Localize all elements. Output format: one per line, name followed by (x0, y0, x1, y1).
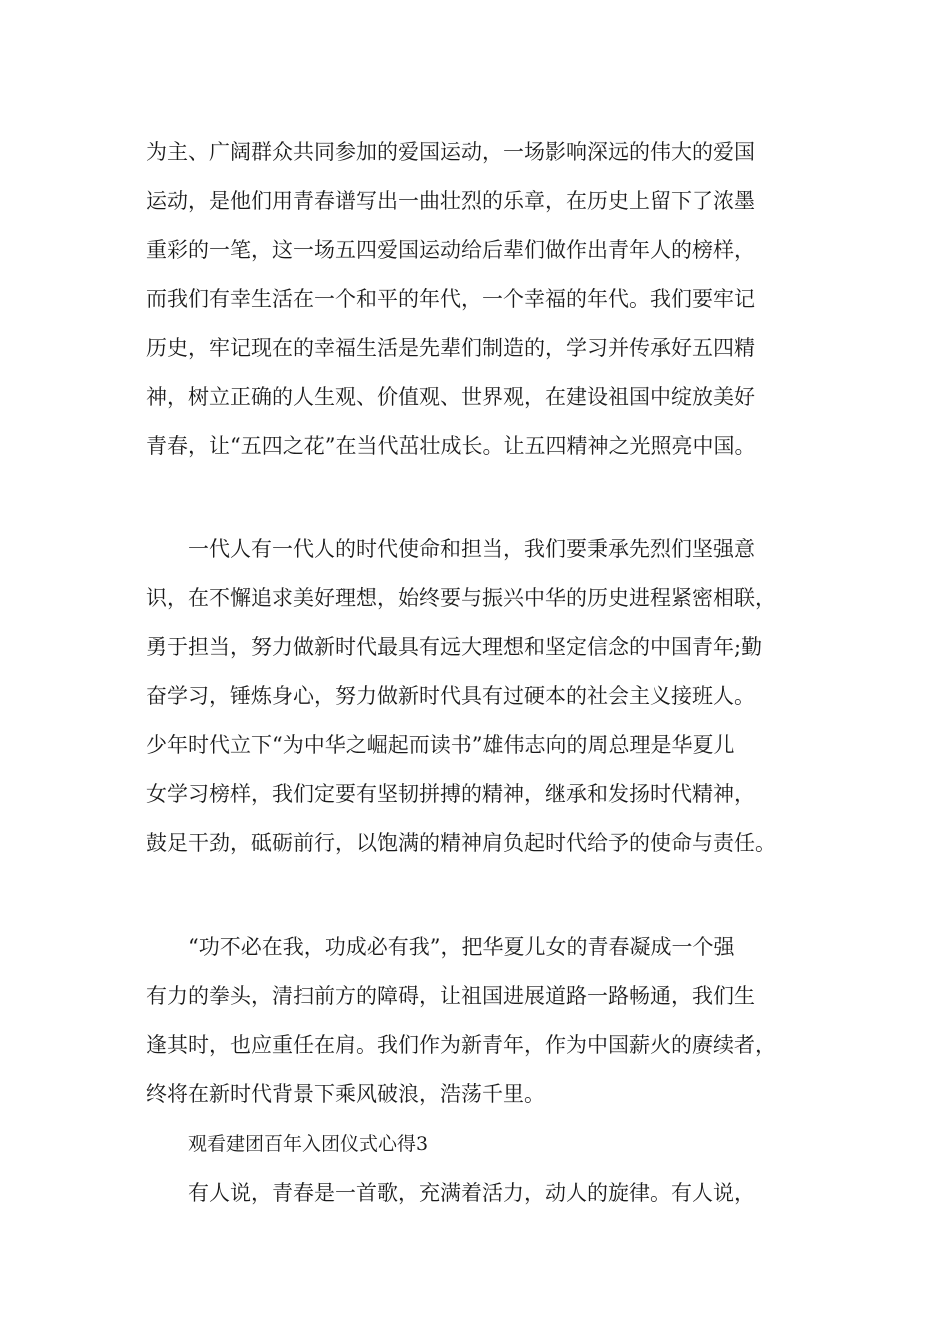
paragraph-4-line-1: 有人说，青春是一首歌，充满着活力，动人的旋律。有人说， (188, 1181, 755, 1205)
paragraph-2-line-2: 识，在不懈追求美好理想，始终要与振兴中华的历史进程紧密相联， (146, 586, 776, 610)
paragraph-1-line-5: 历史，牢记现在的幸福生活是先辈们制造的，学习并传承好五四精 (146, 336, 755, 360)
paragraph-1-line-4: 而我们有幸生活在一个和平的年代，一个幸福的年代。我们要牢记 (146, 287, 755, 311)
paragraph-1-line-1: 为主、广阔群众共同参加的爱国运动，一场影响深远的伟大的爱国 (146, 140, 755, 164)
section-heading: 观看建团百年入团仪式心得3 (188, 1133, 429, 1155)
paragraph-3-line-3: 逢其时，也应重任在肩。我们作为新青年，作为中国薪火的赓续者， (146, 1033, 776, 1057)
paragraph-2-line-3: 勇于担当，努力做新时代最具有远大理想和坚定信念的中国青年;勤 (146, 635, 763, 659)
paragraph-2-line-7: 鼓足干劲，砥砺前行，以饱满的精神肩负起时代给予的使命与责任。 (146, 831, 776, 855)
paragraph-2-line-1: 一代人有一代人的时代使命和担当，我们要秉承先烈们坚强意 (188, 537, 755, 561)
paragraph-1-line-7: 青春，让“五四之花”在当代茁壮成长。让五四精神之光照亮中国。 (146, 434, 756, 458)
paragraph-2-line-6: 女学习榜样，我们定要有坚韧拼搏的精神，继承和发扬时代精神， (146, 782, 755, 806)
paragraph-3-line-2: 有力的拳头，清扫前方的障碍，让祖国进展道路一路畅通，我们生 (146, 984, 755, 1008)
paragraph-1-line-3: 重彩的一笔，这一场五四爱国运动给后辈们做作出青年人的榜样， (146, 238, 755, 262)
paragraph-1-line-6: 神，树立正确的人生观、价值观、世界观，在建设祖国中绽放美好 (146, 385, 755, 409)
paragraph-3-line-4: 终将在新时代背景下乘风破浪，浩荡千里。 (146, 1082, 545, 1106)
paragraph-2-line-4: 奋学习，锤炼身心，努力做新时代具有过硬本的社会主义接班人。 (146, 684, 755, 708)
paragraph-1-line-2: 运动，是他们用青春谱写出一曲壮烈的乐章，在历史上留下了浓墨 (146, 189, 755, 213)
paragraph-2-line-5: 少年时代立下“为中华之崛起而读书”雄伟志向的周总理是华夏儿 (146, 733, 735, 757)
paragraph-3-line-1: “功不必在我，功成必有我”，把华夏儿女的青春凝成一个强 (188, 935, 735, 959)
